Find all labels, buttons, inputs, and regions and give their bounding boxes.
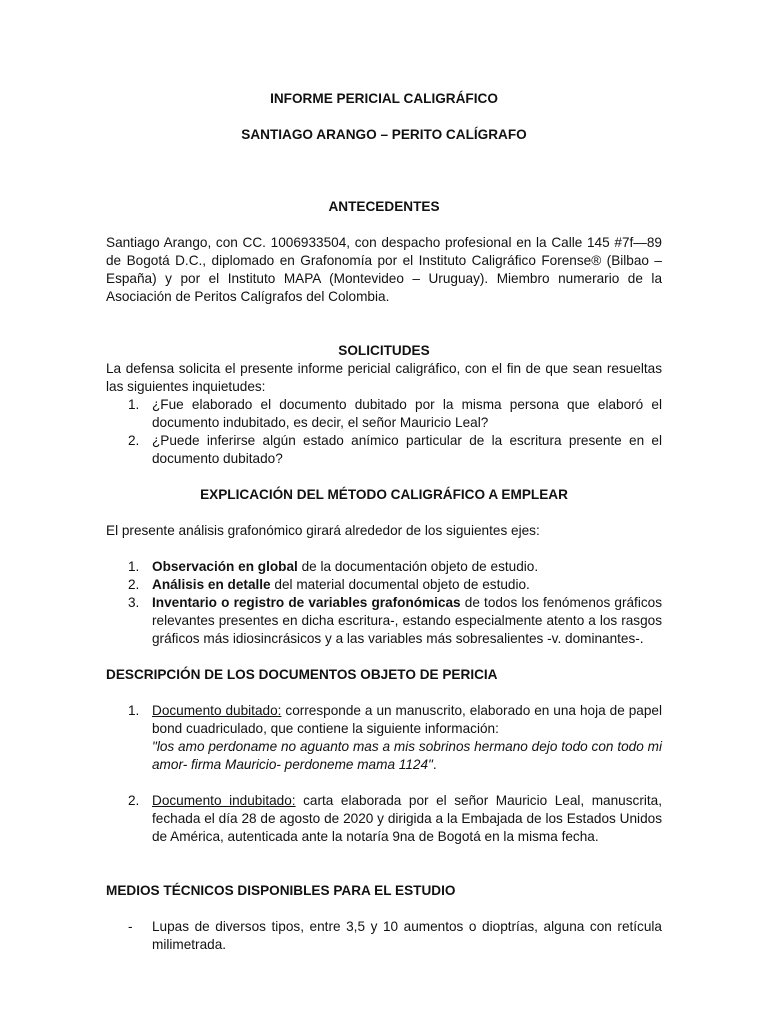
- item-text: de la documentación objeto de estudio.: [297, 559, 539, 574]
- item-text: ¿Puede inferirse algún estado anímico particular de la escritura presente en el documento dubitado?: [152, 433, 662, 466]
- document-content: [106, 90, 662, 954]
- item-number: 1.: [128, 397, 140, 412]
- heading-medios: MEDIOS TÉCNICOS DISPONIBLES PARA EL ESTUDIO: [106, 883, 456, 898]
- list-item: [106, 792, 662, 846]
- item-dash: -: [128, 919, 133, 934]
- item-text: del material documental objeto de estudio.: [270, 577, 530, 592]
- item-text: ¿Fue elaborado el documento dubitado por la misma persona que elaboró el documento indubitado, es decir, el señor Mauricio Leal?: [152, 397, 662, 430]
- item-label: Documento indubitado:: [152, 793, 296, 808]
- item-number: 1.: [128, 703, 140, 718]
- heading-antecedentes: ANTECEDENTES: [328, 199, 440, 214]
- list-item: [106, 594, 662, 648]
- item-number: 2.: [128, 793, 140, 808]
- item-number: 1.: [128, 559, 140, 574]
- list-item: [106, 432, 662, 468]
- item-number: 3.: [128, 595, 140, 610]
- item-text: de todos los fenómenos gráficos relevantes presentes en dicha escritura-, estando especialmente atento a los rasgos gráficos más idiosincrásicos y a las variables más sobresalientes -v. dominantes-.: [152, 595, 662, 646]
- quote-end: .: [432, 757, 437, 772]
- list-item: [106, 396, 662, 432]
- report-title: INFORME PERICIAL CALIGRÁFICO: [270, 91, 498, 106]
- item-text: corresponde a un manuscrito, elaborado en una hoja de papel bond cuadriculado, que contiene la siguiente información:: [152, 703, 662, 736]
- item-number: 2.: [128, 577, 140, 592]
- item-label: Documento dubitado:: [152, 703, 282, 718]
- documentos-list: [106, 702, 662, 846]
- item-text: carta elaborada por el señor Mauricio Leal, manuscrita, fechada el día 28 de agosto de 2020 y dirigida a la Embajada de los Estados Unidos de América, autenticada ante la notaría 9na de Bogotá en la misma fecha.: [152, 793, 662, 844]
- list-item: [106, 558, 662, 576]
- item-bold-text: Inventario o registro de variables grafonómicas: [152, 595, 461, 610]
- heading-documentos: DESCRIPCIÓN DE LOS DOCUMENTOS OBJETO DE PERICIA: [106, 667, 498, 682]
- antecedentes-text: Santiago Arango, con CC. 1006933504, con despacho profesional en la Calle 145 #7f—89 de Bogotá D.C., diplomado en Grafonomía por el Instituto Caligráfico Forense® (Bilbao – España) y por el Instituto MAPA (Montevideo – Uruguay). Miembro numerario de la Asociación de Peritos Calígrafos del Colombia.: [106, 235, 662, 304]
- heading-solicitudes: SOLICITUDES: [338, 343, 430, 358]
- item-bold-text: Observación en global: [152, 559, 298, 574]
- solicitudes-list: [106, 396, 662, 468]
- list-item: [106, 576, 662, 594]
- item-text: Lupas de diversos tipos, entre 3,5 y 10 aumentos o dioptrías, alguna con retícula milimetrada.: [152, 919, 662, 952]
- medios-list: [106, 918, 662, 954]
- heading-metodo: EXPLICACIÓN DEL MÉTODO CALIGRÁFICO A EMPLEAR: [200, 487, 568, 502]
- report-subtitle: SANTIAGO ARANGO – PERITO CALÍGRAFO: [241, 127, 527, 142]
- item-bold-text: Análisis en detalle: [152, 577, 271, 592]
- list-item: [106, 702, 662, 774]
- solicitudes-intro: La defensa solicita el presente informe pericial caligráfico, con el fin de que sean resueltas las siguientes inquietudes:: [106, 361, 662, 394]
- metodo-list: [106, 558, 662, 648]
- quoted-text: "los amo perdoname no aguanto mas a mis sobrinos hermano dejo todo con todo mi amor- firma Mauricio- perdoneme mama 1124": [152, 739, 662, 772]
- item-number: 2.: [128, 433, 140, 448]
- metodo-intro: El presente análisis grafonómico girará alrededor de los siguientes ejes:: [106, 523, 540, 538]
- list-item: [106, 918, 662, 954]
